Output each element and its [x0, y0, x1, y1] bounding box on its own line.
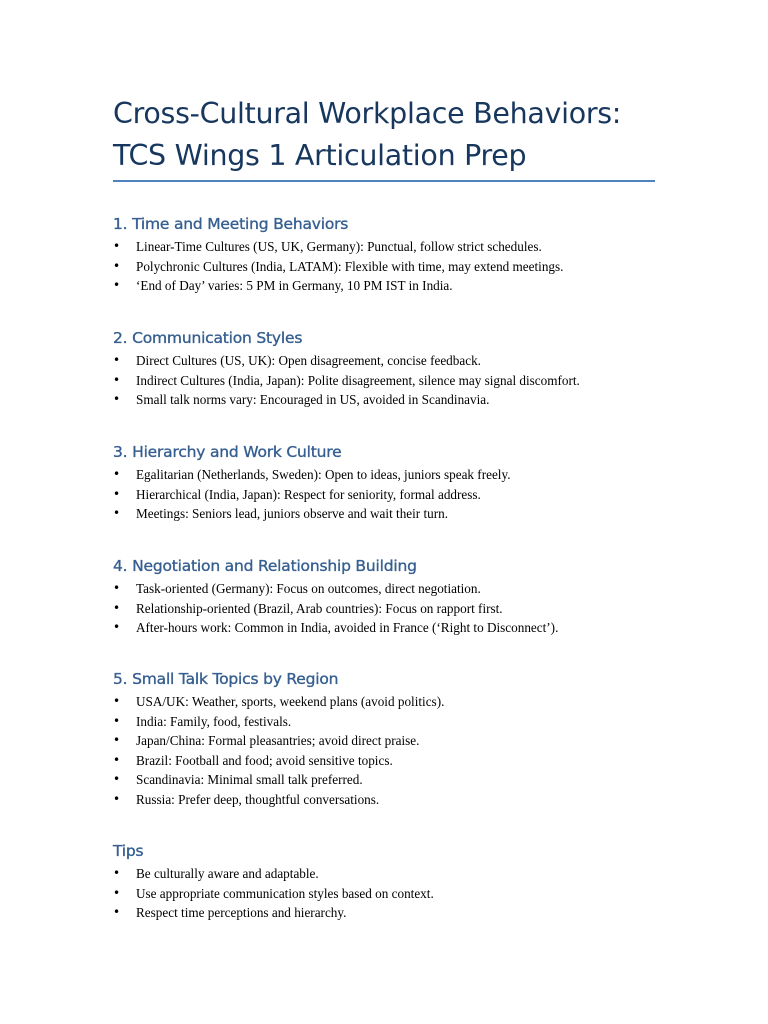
list-item-text: Small talk norms vary: Encouraged in US, avoided in Scandinavia. — [136, 392, 490, 407]
bullet-icon: • — [113, 600, 121, 615]
list-item — [113, 903, 713, 923]
list-item-text: Polychronic Cultures (India, LATAM): Flexible with time, may extend meetings. — [136, 258, 564, 274]
bullet-icon: • — [113, 620, 121, 634]
bullet-icon: • — [113, 694, 121, 708]
list-item — [113, 884, 713, 904]
list-item-text: Hierarchical (India, Japan): Respect for seniority, formal address. — [136, 486, 481, 502]
bullet-icon: • — [113, 752, 121, 767]
document-title: Cross-Cultural Workplace Behaviors: TCS Wings 1 Articulation Prep — [113, 97, 622, 172]
list-item-text: ‘End of Day’ varies: 5 PM in Germany, 10 PM IST in India. — [136, 278, 453, 293]
section-heading: 1. Time and Meeting Behaviors — [113, 215, 349, 233]
section-heading: Tips — [113, 842, 144, 860]
list-item-text: Egalitarian (Netherlands, Sweden): Open to ideas, juniors speak freely. — [136, 467, 511, 482]
bullet-icon: • — [113, 353, 121, 367]
section-hierarchy-and-work-culture — [113, 439, 713, 524]
list-item — [113, 692, 713, 712]
list-item-text: Brazil: Football and food; avoid sensitive topics. — [136, 752, 393, 768]
list-item-text: Japan/China: Formal pleasantries; avoid direct praise. — [136, 733, 420, 748]
bullet-list — [113, 465, 713, 524]
list-item-text: Scandinavia: Minimal small talk preferred. — [136, 772, 363, 787]
bullet-list — [113, 237, 713, 296]
bullet-icon: • — [113, 581, 121, 595]
bullet-icon: • — [113, 772, 121, 786]
list-item — [113, 731, 713, 751]
bullet-icon: • — [113, 392, 121, 406]
list-item-text: Be culturally aware and adaptable. — [136, 866, 319, 881]
bullet-icon: • — [113, 278, 121, 292]
list-item — [113, 751, 713, 771]
bullet-list — [113, 864, 713, 923]
list-item-text: Indirect Cultures (India, Japan): Polite disagreement, silence may signal discomfort. — [136, 372, 580, 388]
bullet-icon: • — [113, 467, 121, 481]
bullet-icon: • — [113, 713, 121, 728]
list-item-text: Respect time perceptions and hierarchy. — [136, 905, 347, 920]
bullet-icon: • — [113, 258, 121, 273]
section-small-talk-topics — [113, 666, 713, 809]
list-item-text: Task-oriented (Germany): Focus on outcomes, direct negotiation. — [136, 581, 481, 596]
section-heading: 2. Communication Styles — [113, 329, 303, 347]
list-item-text: Meetings: Seniors lead, juniors observe and wait their turn. — [136, 506, 449, 521]
section-heading: 5. Small Talk Topics by Region — [113, 670, 339, 688]
list-item — [113, 599, 713, 619]
list-item-text: Use appropriate communication styles based on context. — [136, 885, 434, 901]
bullet-icon: • — [113, 905, 121, 919]
section-heading: 3. Hierarchy and Work Culture — [113, 443, 342, 461]
list-item-text: Direct Cultures (US, UK): Open disagreement, concise feedback. — [136, 353, 481, 368]
bullet-icon: • — [113, 791, 121, 806]
section-tips — [113, 838, 713, 923]
list-item — [113, 618, 713, 638]
title-underline-rule — [113, 180, 655, 182]
list-item — [113, 257, 713, 277]
bullet-list — [113, 351, 713, 410]
list-item-text: India: Family, food, festivals. — [136, 713, 292, 729]
list-item — [113, 770, 713, 790]
list-item-text: After-hours work: Common in India, avoided in France (‘Right to Disconnect’). — [136, 620, 559, 635]
section-heading: 4. Negotiation and Relationship Building — [113, 557, 417, 575]
list-item — [113, 390, 713, 410]
section-communication-styles — [113, 325, 713, 410]
bullet-list — [113, 579, 713, 638]
list-item — [113, 465, 713, 485]
bullet-icon: • — [113, 372, 121, 387]
list-item — [113, 371, 713, 391]
section-time-and-meeting — [113, 211, 713, 296]
bullet-icon: • — [113, 239, 121, 253]
list-item-text: Relationship-oriented (Brazil, Arab countries): Focus on rapport first. — [136, 600, 503, 616]
list-item — [113, 237, 713, 257]
list-item — [113, 712, 713, 732]
bullet-icon: • — [113, 866, 121, 880]
list-item-text: Russia: Prefer deep, thoughtful conversations. — [136, 791, 380, 807]
list-item — [113, 351, 713, 371]
bullet-list — [113, 692, 713, 809]
bullet-icon: • — [113, 885, 121, 900]
list-item — [113, 276, 713, 296]
bullet-icon: • — [113, 486, 121, 501]
list-item — [113, 504, 713, 524]
section-negotiation-and-relationship — [113, 553, 713, 638]
list-item-text: USA/UK: Weather, sports, weekend plans (avoid politics). — [136, 694, 445, 709]
list-item — [113, 579, 713, 599]
list-item — [113, 790, 713, 810]
bullet-icon: • — [113, 733, 121, 747]
list-item — [113, 864, 713, 884]
list-item — [113, 485, 713, 505]
list-item-text: Linear-Time Cultures (US, UK, Germany): Punctual, follow strict schedules. — [136, 239, 542, 254]
bullet-icon: • — [113, 506, 121, 520]
